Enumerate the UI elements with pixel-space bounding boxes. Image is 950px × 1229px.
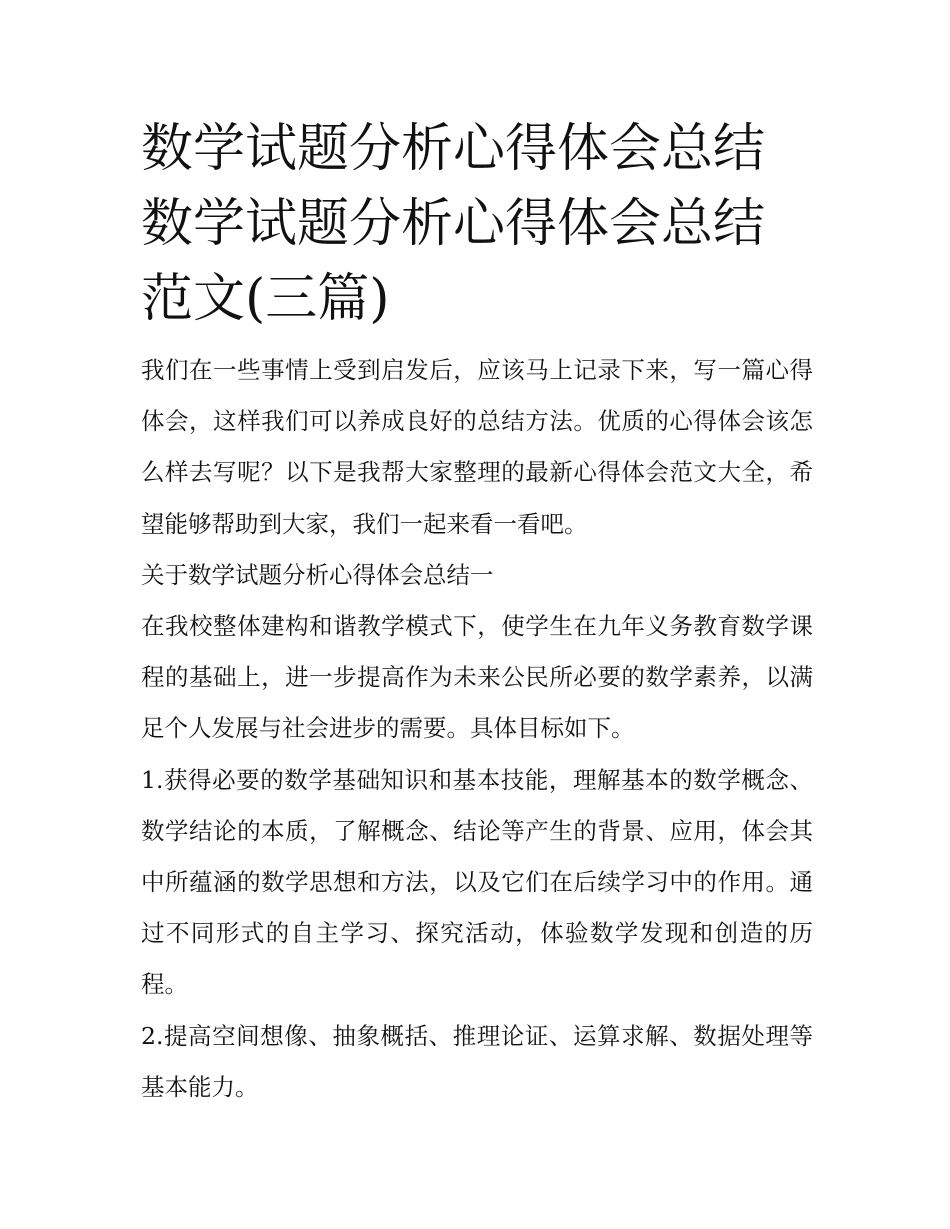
list-item-2: 2.提高空间想像、抽象概括、推理论证、运算求解、数据处理等基本能力。 [141,1021,813,1101]
document-page [141,112,813,1113]
intro-paragraph: 我们在一些事情上受到启发后，应该马上记录下来，写一篇心得体会，这样我们可以养成良好的总结方法。优质的心得体会该怎么样去写呢？以下是我帮大家整理的最新心得体会范文大全，希望能够帮助到大家，我们一起来看一看吧。 [141,356,813,538]
section-paragraph: 在我校整体建构和谐教学模式下，使学生在九年义务教育数学课程的基础上，进一步提高作为未来公民所必要的数学素养，以满足个人发展与社会进步的需要。具体目标如下。 [141,612,813,743]
section-heading: 关于数学试题分析心得体会总结一 [141,560,494,589]
document-title: 数学试题分析心得体会总结 数学试题分析心得体会总结范文(三篇) [141,119,766,329]
list-item-1: 1.获得必要的数学基础知识和基本技能，理解基本的数学概念、数学结论的本质，了解概念、结论等产生的背景、应用，体会其中所蕴涵的数学思想和方法，以及它们在后续学习中的作用。通过不同形式的自主学习、探究活动，体验数学发现和创造的历程。 [141,765,813,999]
